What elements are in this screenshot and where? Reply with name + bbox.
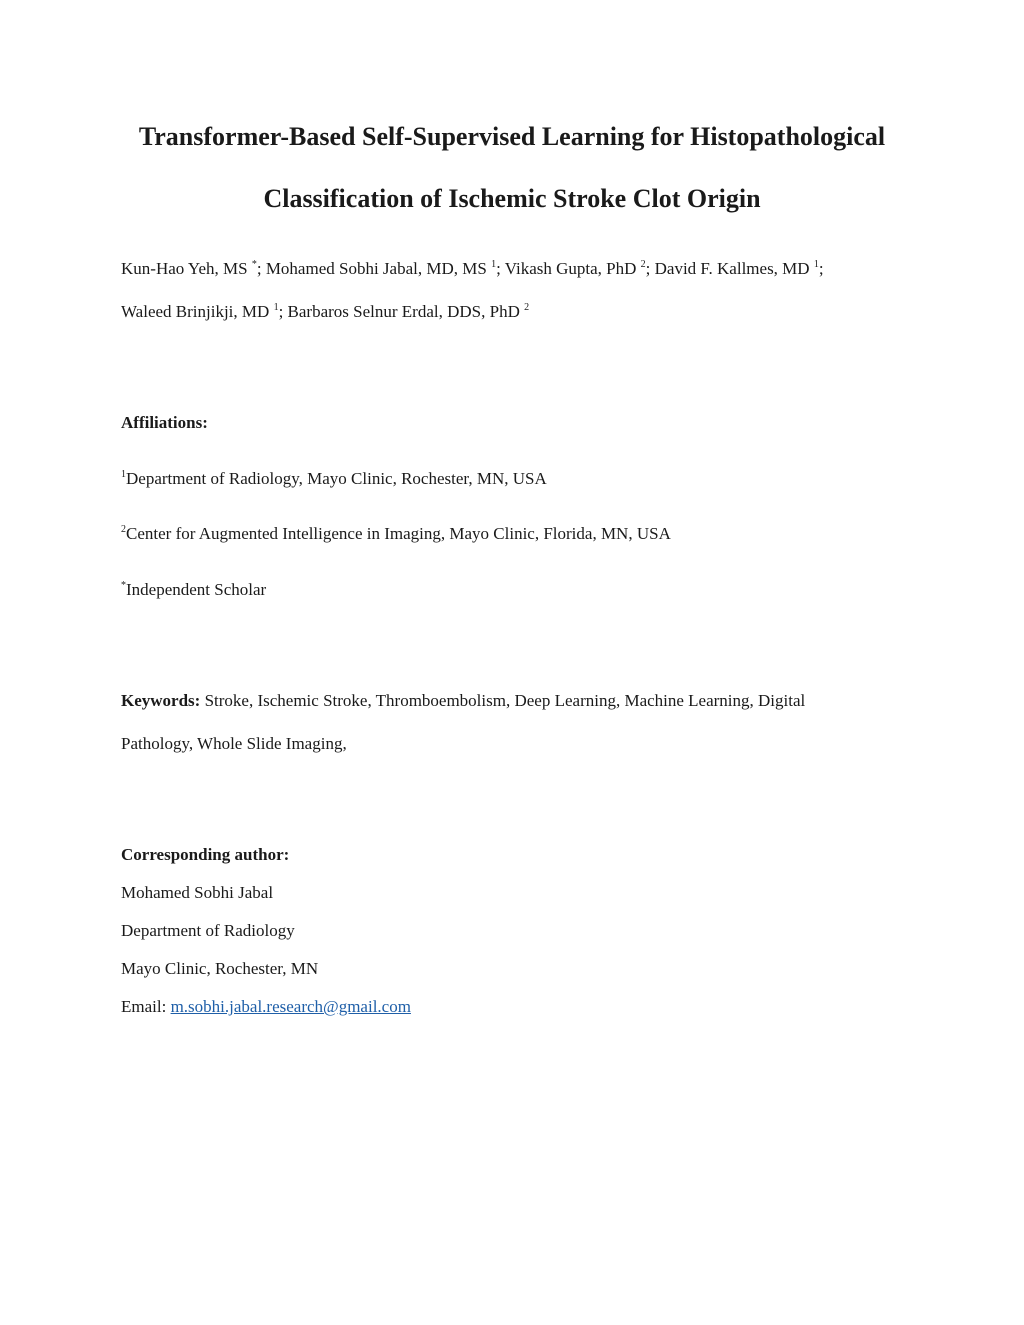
author-name: Mohamed Sobhi Jabal, MD, MS: [265, 259, 492, 278]
author-name: Waleed Brinjikji, MD: [121, 302, 274, 321]
affiliation-item: [121, 581, 266, 598]
affiliation-mark: *: [121, 580, 126, 591]
affiliation-mark: 1: [491, 259, 497, 270]
paper-title-line-2: Classification of Ischemic Stroke Clot Origin: [263, 184, 761, 213]
author-name: Barbaros Selnur Erdal, DDS, PhD: [287, 302, 525, 321]
corresponding-author-heading: Corresponding author:: [121, 845, 290, 864]
affiliations-heading: Affiliations:: [121, 413, 208, 432]
keywords-label: Keywords:: [121, 691, 201, 710]
author-name: David F. Kallmes, MD: [654, 259, 814, 278]
author-list-line-1: [121, 260, 824, 277]
author-name: Vikash Gupta, PhD: [504, 259, 641, 278]
affiliation-mark: 1: [121, 469, 126, 480]
author-separator: ;: [256, 259, 266, 278]
affiliation-item: [121, 470, 547, 487]
affiliation-mark: *: [251, 259, 257, 270]
author-separator: ;: [278, 302, 288, 321]
author-list-line-2: [121, 303, 529, 320]
corresponding-author-email-line: [121, 998, 411, 1015]
affiliation-mark: 2: [121, 524, 126, 535]
author-name: Kun-Hao Yeh, MS: [121, 259, 252, 278]
author-separator: ;: [496, 259, 505, 278]
corresponding-author-department: Department of Radiology: [121, 921, 295, 940]
author-separator: ;: [645, 259, 655, 278]
corresponding-author-institution: Mayo Clinic, Rochester, MN: [121, 959, 319, 978]
corresponding-author-name: Mohamed Sobhi Jabal: [121, 883, 274, 902]
affiliation-text: Independent Scholar: [126, 580, 267, 599]
keywords-line-2: Pathology, Whole Slide Imaging,: [121, 734, 347, 753]
affiliation-text: Center for Augmented Intelligence in Imaging, Mayo Clinic, Florida, MN, USA: [126, 524, 671, 543]
affiliation-text: Department of Radiology, Mayo Clinic, Rochester, MN, USA: [126, 469, 547, 488]
paper-title-line-1: Transformer-Based Self-Supervised Learning for Histopathological: [138, 122, 886, 151]
affiliation-mark: 1: [813, 259, 819, 270]
affiliation-mark: 2: [640, 259, 646, 270]
email-label: Email:: [121, 997, 171, 1016]
keywords-text: Stroke, Ischemic Stroke, Thromboembolism, Deep Learning, Machine Learning, Digital: [200, 691, 806, 710]
author-separator: ;: [818, 259, 824, 278]
affiliation-mark: 1: [273, 302, 279, 313]
affiliation-item: [121, 525, 671, 542]
keywords-line-1: [121, 692, 805, 709]
email-link[interactable]: m.sobhi.jabal.research@gmail.com: [170, 997, 411, 1016]
affiliation-mark: 2: [524, 302, 530, 313]
